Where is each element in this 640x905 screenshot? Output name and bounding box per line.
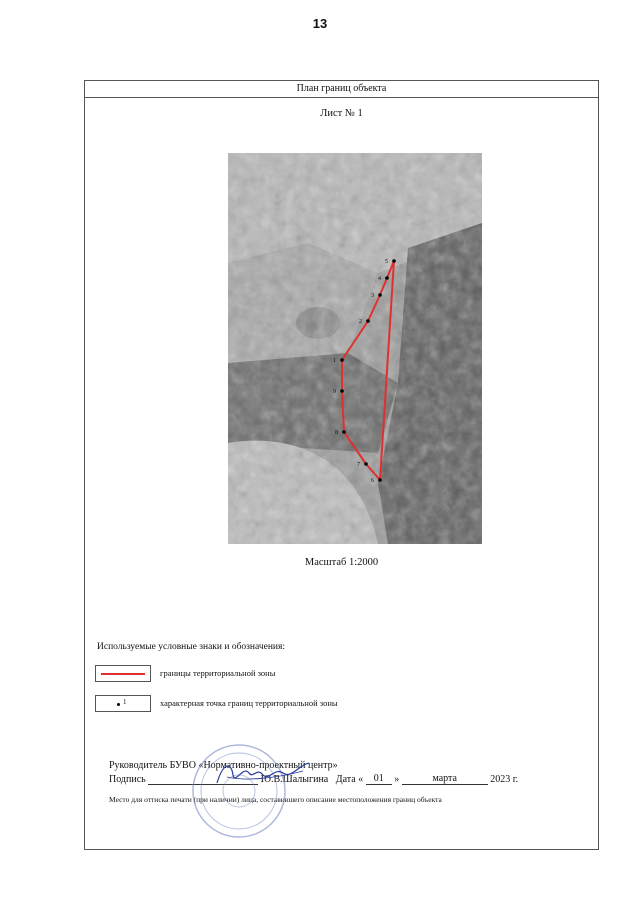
boundary-point-5	[392, 259, 396, 263]
boundary-point-label-5: 5	[385, 259, 388, 265]
boundary-point-1	[340, 358, 344, 362]
date-label: Дата «	[335, 774, 364, 785]
boundary-point-8	[342, 430, 346, 434]
date-year: 2023 г.	[490, 774, 519, 785]
map-scale: Масштаб 1:2000	[304, 557, 379, 568]
document-title: План границ объекта	[85, 81, 598, 98]
legend-point-label: 1	[123, 698, 127, 706]
legend-title: Используемые условные знаки и обозначения:	[97, 642, 286, 652]
signature-line	[109, 773, 518, 785]
boundary-point-2	[366, 319, 370, 323]
boundary-point-label-3: 3	[371, 293, 374, 299]
document-frame	[84, 80, 599, 850]
boundary-point-4	[385, 276, 389, 280]
boundary-point-3	[378, 293, 382, 297]
map-svg	[228, 153, 482, 544]
boundary-point-label-2: 2	[359, 319, 362, 325]
signature-blank	[148, 784, 258, 785]
boundary-point-label-7: 7	[357, 462, 360, 468]
sheet-number: Лист № 1	[320, 108, 363, 119]
seal-place-note: Место для оттиска печати (при наличии) лица, составившего описание местоположения границ объекта	[109, 795, 442, 804]
point-dot-icon	[117, 703, 120, 706]
legend-point-symbol	[95, 695, 151, 712]
date-month: марта	[402, 773, 488, 785]
legend-point-text: характерная точка границ территориальной зоны	[160, 698, 338, 708]
page-number: 13	[312, 16, 328, 31]
date-quote: »	[394, 774, 400, 785]
signer-role: Руководитель БУВО «Нормативно-проектный центр»	[109, 760, 338, 771]
map-texture	[228, 153, 482, 544]
sign-label: Подпись	[109, 774, 146, 785]
boundary-point-9	[340, 389, 344, 393]
boundary-point-label-9: 9	[333, 389, 336, 395]
signer-name: Ю.В.Шалыгина	[260, 774, 329, 785]
boundary-point-label-6: 6	[371, 478, 374, 484]
aerial-map	[228, 153, 482, 544]
boundary-point-label-1: 1	[333, 358, 336, 364]
boundary-point-label-8: 8	[335, 430, 338, 436]
legend-boundary-symbol	[95, 665, 151, 682]
legend-boundary-text: границы территориальной зоны	[160, 668, 276, 678]
boundary-point-6	[378, 478, 382, 482]
stamp-seal-icon	[189, 741, 289, 841]
boundary-point-7	[364, 462, 368, 466]
date-day: 01	[366, 773, 392, 785]
boundary-point-label-4: 4	[378, 276, 381, 282]
